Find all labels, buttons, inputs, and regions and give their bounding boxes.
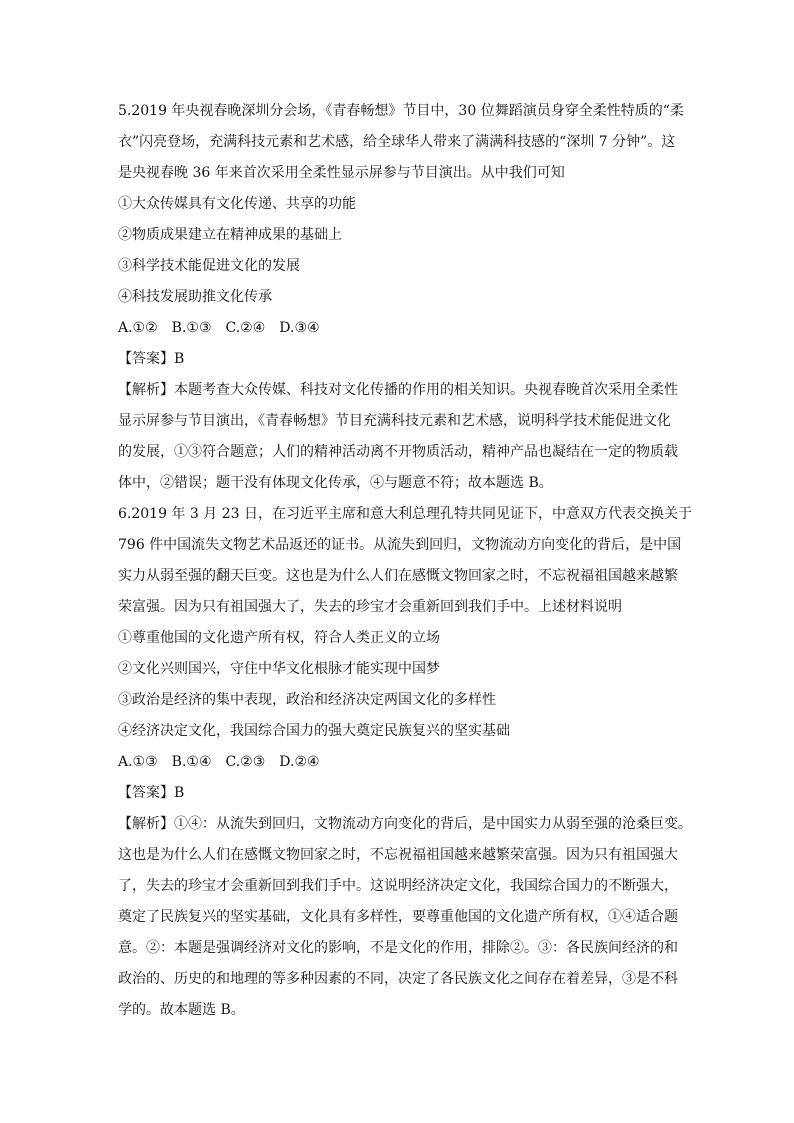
option-item: ③科学技术能促进文化的发展 <box>118 258 300 274</box>
analysis-line: 【解析】本题考查大众传媒、科技对文化传播的作用的相关知识。央视春晚首次采用全柔性 <box>118 382 678 398</box>
option-item: ④科技发展助推文化传承 <box>118 289 272 305</box>
question-stem-line: 衣”闪亮登场，充满科技元素和艺术感，给全球华人带来了满满科技感的“深圳 7 分钟”。这 <box>118 134 676 150</box>
option-item: ③政治是经济的集中表现，政治和经济决定两国文化的多样性 <box>118 692 496 708</box>
answer-label: 【答案】B <box>118 785 185 801</box>
analysis-line: 意。②：本题是强调经济对文化的影响，不是文化的作用，排除②。③：各民族间经济的和 <box>118 940 678 956</box>
analysis-line: 这也是为什么人们在感慨文物回家之时，不忘祝福祖国越来越繁荣富强。因为只有祖国强大 <box>118 847 678 863</box>
question-stem-line: 实力从弱至强的翻天巨变。这也是为什么人们在感慨文物回家之时，不忘祝福祖国越来越繁 <box>118 568 678 584</box>
answer-label: 【答案】B <box>118 351 185 367</box>
option-item: ④经济决定文化，我国综合国力的强大奠定民族复兴的坚实基础 <box>118 723 510 739</box>
question-stem-line: 是央视春晚 36 年来首次采用全柔性显示屏参与节目演出。从中我们可知 <box>118 165 565 181</box>
question-stem-line: 5.2019 年央视春晚深圳分会场，《青春畅想》节目中，30 位舞蹈演员身穿全柔性特质的“柔 <box>118 103 684 119</box>
analysis-line: 体中，②错误；题干没有体现文化传承，④与题意不符；故本题选 B。 <box>118 475 553 491</box>
option-item: ②物质成果建立在精神成果的基础上 <box>118 227 342 243</box>
analysis-line: 的发展，①③符合题意；人们的精神活动离不开物质活动，精神产品也凝结在一定的物质载 <box>118 444 678 460</box>
analysis-line: 奠定了民族复兴的坚实基础，文化具有多样性，要尊重他国的文化遗产所有权，①④适合题 <box>118 909 678 925</box>
option-item: ①大众传媒具有文化传递、共享的功能 <box>118 196 356 212</box>
question-stem-line: 荣富强。因为只有祖国强大了，失去的珍宝才会重新回到我们手中。上述材料说明 <box>118 599 622 615</box>
question-5 <box>118 96 688 499</box>
analysis-line: 学的。故本题选 B。 <box>118 1002 245 1018</box>
answer-choices: A.①② B.①③ C.②④ D.③④ <box>118 320 320 336</box>
document-page <box>118 96 692 1026</box>
analysis-line: 显示屏参与节目演出，《青春畅想》节目充满科技元素和艺术感，说明科学技术能促进文化 <box>118 413 671 429</box>
question-stem-line: 796 件中国流失文物艺术品返还的证书。从流失到回归，文物流动方向变化的背后，是中国 <box>118 537 682 553</box>
analysis-line: 【解析】①④：从流失到回归，文物流动方向变化的背后，是中国实力从弱至强的沧桑巨变。 <box>118 816 692 832</box>
answer-choices: A.①③ B.①④ C.②③ D.②④ <box>118 754 320 770</box>
analysis-line: 了，失去的珍宝才会重新回到我们手中。这说明经济决定文化，我国综合国力的不断强大， <box>118 878 678 894</box>
option-item: ②文化兴则国兴，守住中华文化根脉才能实现中国梦 <box>118 661 440 677</box>
option-item: ①尊重他国的文化遗产所有权，符合人类正义的立场 <box>118 630 440 646</box>
question-6 <box>118 499 692 1026</box>
question-stem-line: 6.2019 年 3 月 23 日，在习近平主席和意大利总理孔特共同见证下，中意双方代表交换关于 <box>118 506 692 522</box>
analysis-line: 政治的、历史的和地理的等多种因素的不同，决定了各民族文化之间存在着差异，③是不科 <box>118 971 678 987</box>
